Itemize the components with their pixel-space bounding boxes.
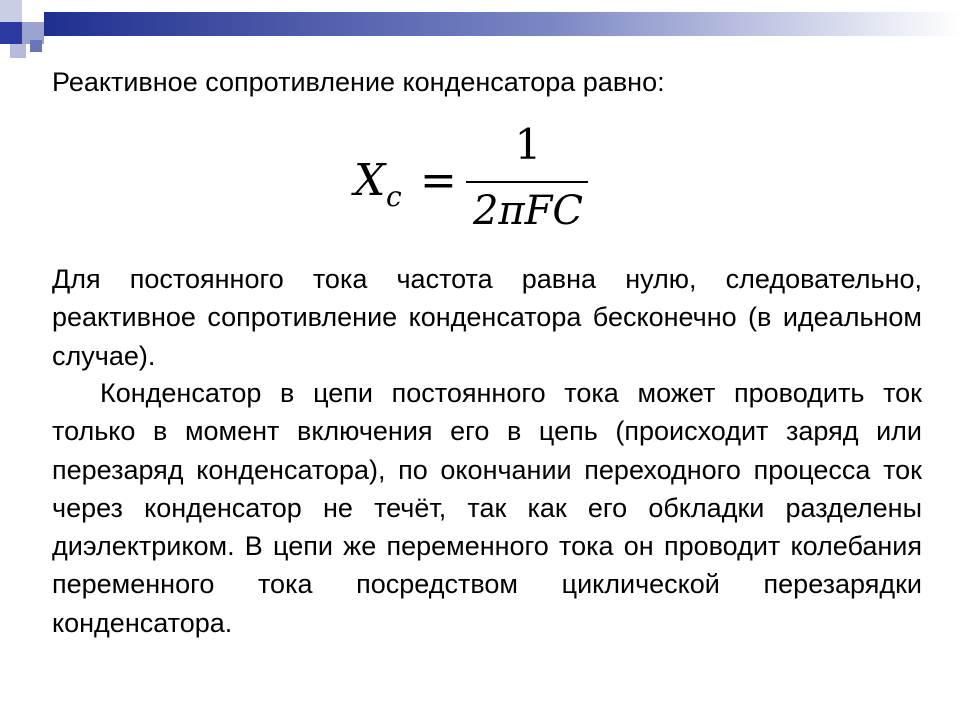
formula-lhs-symbol: X — [354, 155, 386, 206]
capacitive-reactance-formula — [350, 118, 610, 238]
decorative-header-bar — [0, 0, 960, 60]
paragraph-capacitor-behavior: Конденсатор в цепи постоянного тока может проводить ток только в момент включения его в цепь (происходит заряд или перезаряд конденсатора), по окончании переходного процесса ток через конденсатор не течёт, так как его обкладки разделены диэлектриком. В цепи же переменного тока он проводит колебания переменного тока посредством циклической перезарядки конденсатора. — [52, 378, 922, 638]
decor-square-3 — [0, 22, 22, 44]
slide-heading: Реактивное сопротивление конденсатора равно: — [52, 67, 665, 97]
paragraph-dc-current: Для постоянного тока частота равна нулю, следовательно, реактивное сопротивление конденсатора бесконечно (в идеальном случае). — [52, 264, 922, 371]
formula-lhs-subscript: c — [386, 180, 402, 213]
decor-square-2 — [22, 0, 44, 22]
decor-square-1 — [0, 0, 22, 22]
decor-square-6 — [30, 40, 42, 52]
formula-denominator: 2πFC — [472, 188, 584, 234]
decor-square-5 — [10, 44, 26, 58]
formula-fraction-bar — [466, 181, 588, 183]
formula-equals-sign: = — [420, 155, 457, 206]
header-gradient-stripe — [44, 12, 960, 36]
formula-numerator: 1 — [514, 120, 542, 169]
